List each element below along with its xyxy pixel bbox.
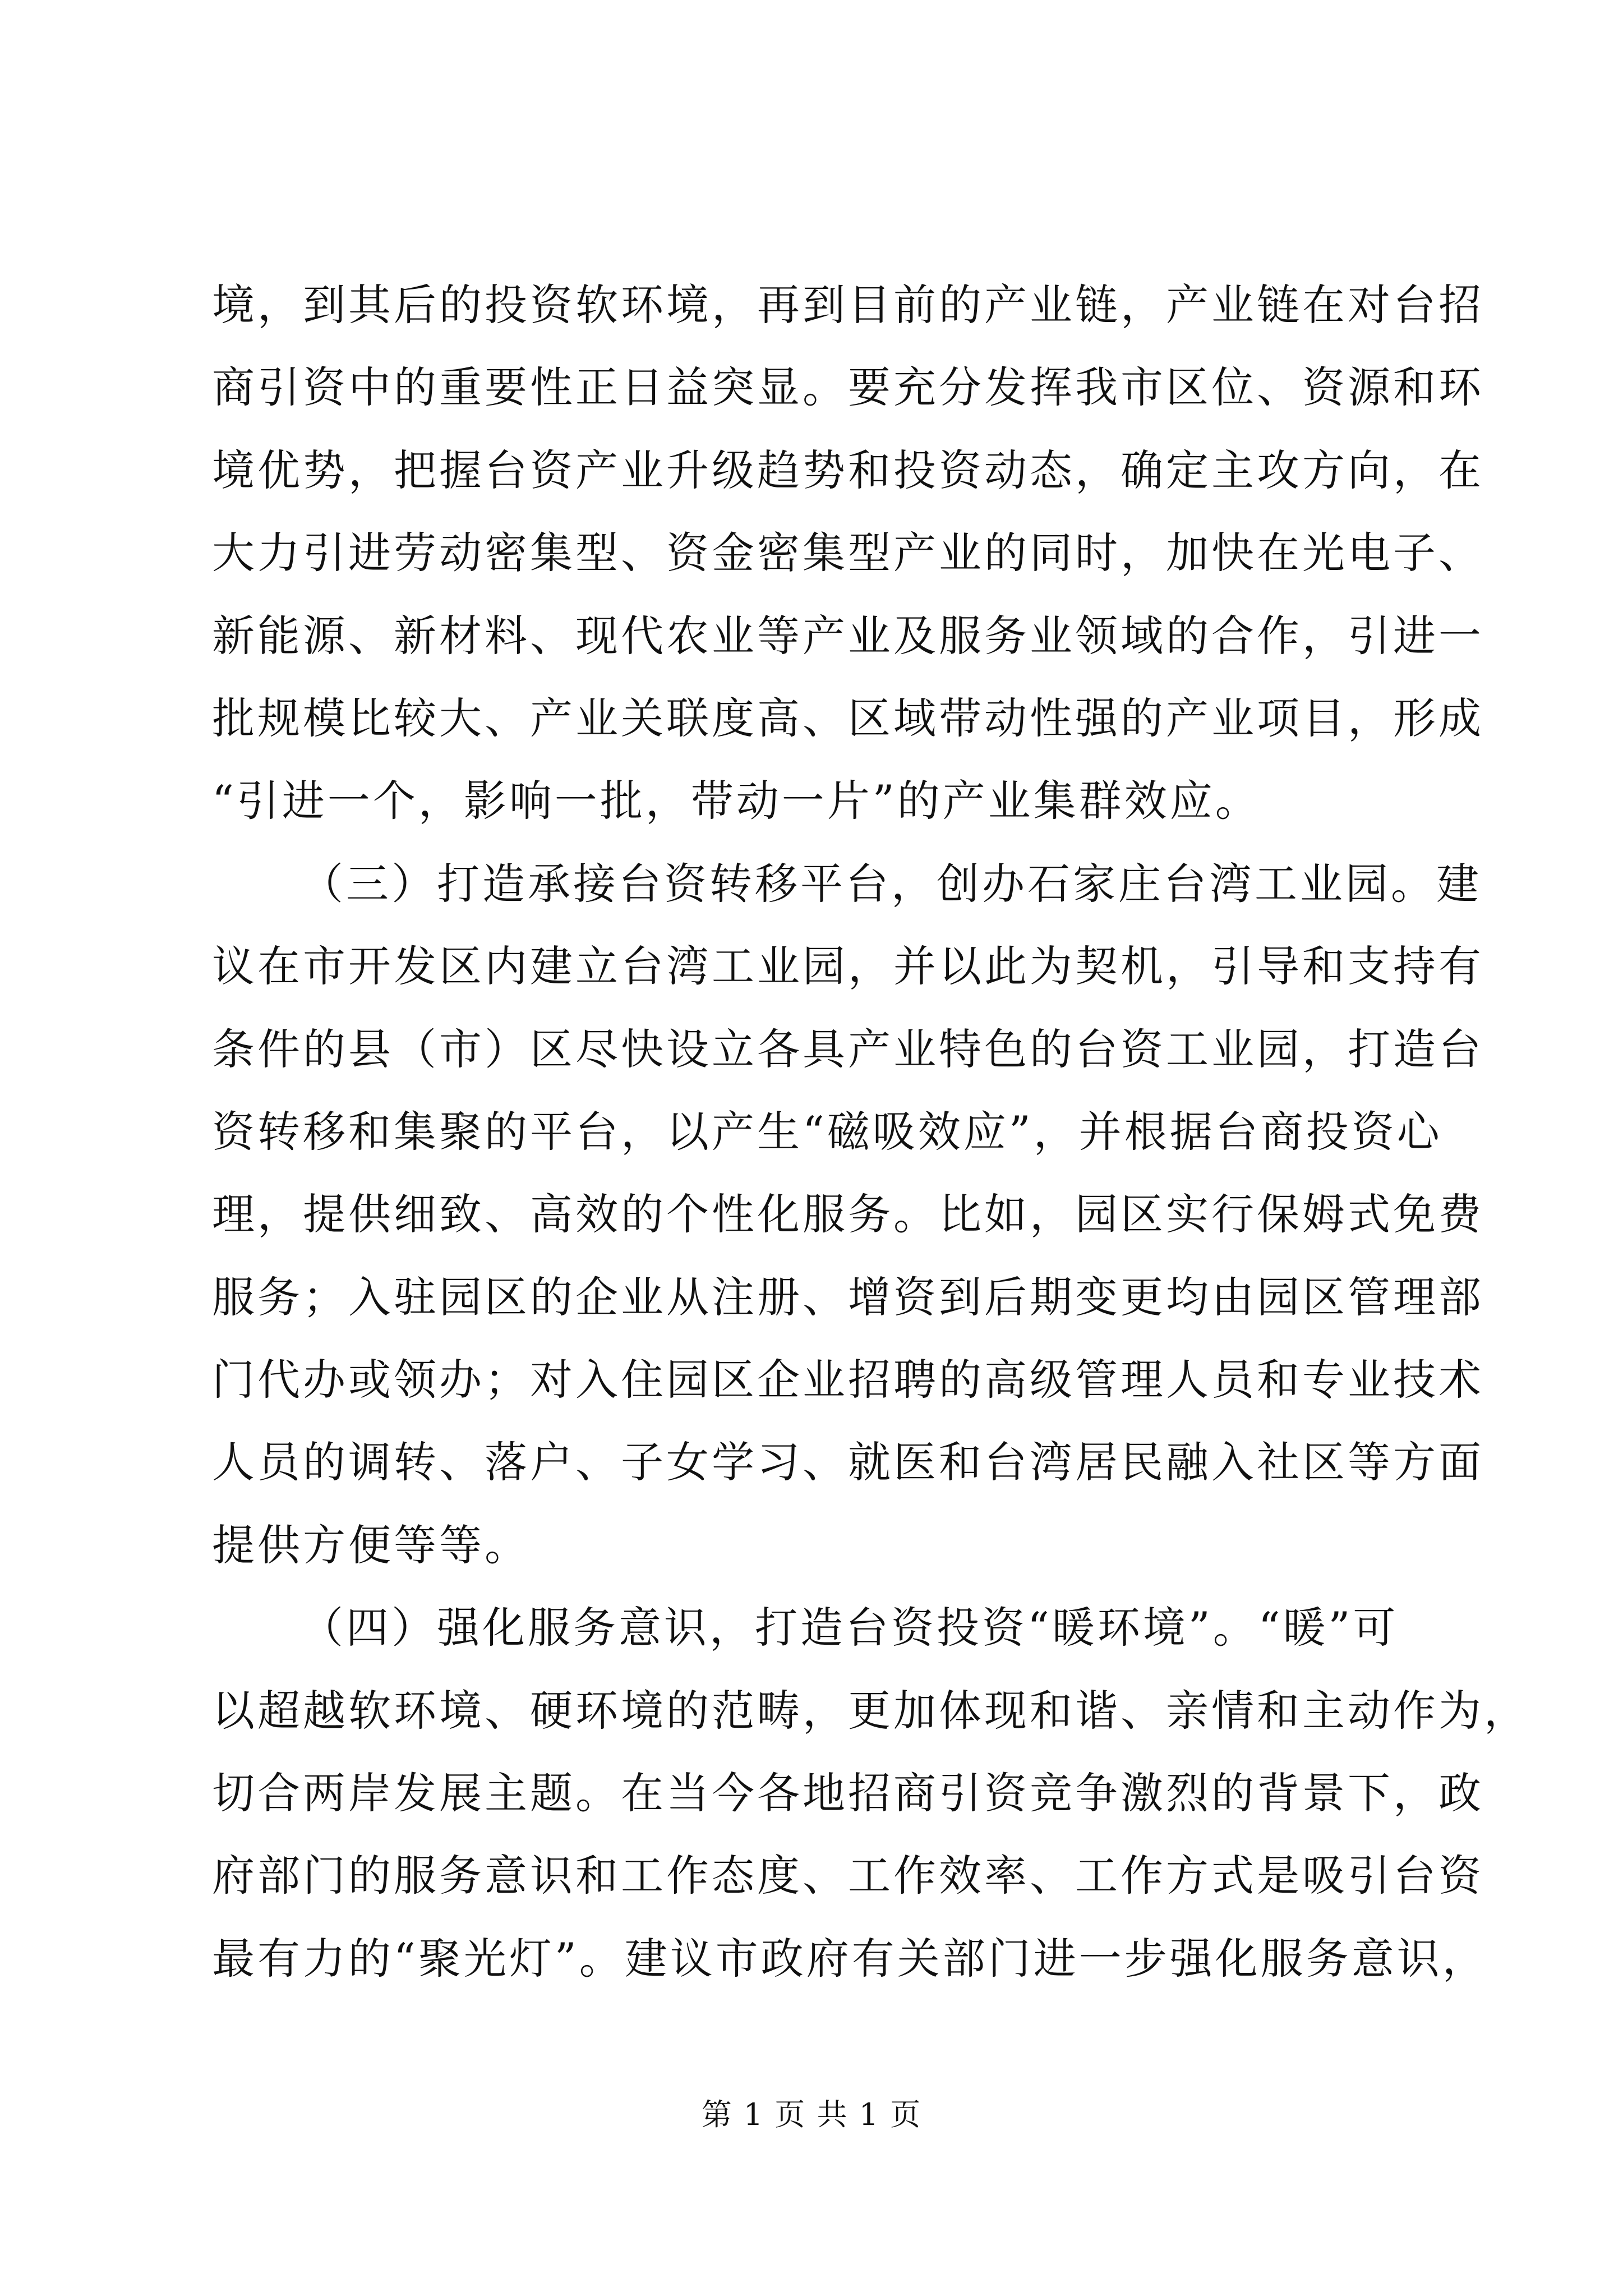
text-line: 大力引进劳动密集型、资金密集型产业的同时，加快在光电子、 xyxy=(212,528,1484,578)
text-line: 条件的县（市）区尽快设立各具产业特色的台资工业园，打造台 xyxy=(212,1024,1484,1074)
text-line: 批规模比较大、产业关联度高、区域带动性强的产业项目，形成 xyxy=(212,693,1484,743)
page-footer: 第 1 页 共 1 页 xyxy=(701,2097,922,2132)
text-line: 门代办或领办；对入住园区企业招聘的高级管理人员和专业技术 xyxy=(212,1355,1484,1405)
text-line: 服务；入驻园区的企业从注册、增资到后期变更均由园区管理部 xyxy=(212,1272,1484,1322)
text-line: （三）打造承接台资转移平台，创办石家庄台湾工业园。建 xyxy=(301,858,1482,909)
text-line: 人员的调转、落户、子女学习、就医和台湾居民融入社区等方面 xyxy=(212,1437,1484,1488)
body-text xyxy=(212,264,1529,2000)
text-line: （四）强化服务意识，打造台资投资“暖环境”。“暖”可 xyxy=(301,1603,1399,1653)
text-line: 新能源、新材料、现代农业等产业及服务业领域的合作，引进一 xyxy=(212,610,1484,661)
text-line: 最有力的“聚光灯”。建议市政府有关部门进一步强化服务意识， xyxy=(212,1933,1488,1984)
text-line: 商引资中的重要性正日益突显。要充分发挥我市区位、资源和环 xyxy=(212,362,1484,413)
text-line: 理，提供细致、高效的个性化服务。比如，园区实行保姆式免费 xyxy=(212,1189,1484,1240)
text-line: 府部门的服务意识和工作态度、工作效率、工作方式是吸引台资 xyxy=(212,1851,1484,1901)
text-line: 议在市开发区内建立台湾工业园，并以此为契机，引导和支持有 xyxy=(212,941,1484,992)
text-line: 资转移和集聚的平台，以产生“磁吸效应”，并根据台商投资心 xyxy=(212,1106,1442,1157)
text-line: 以超越软环境、硬环境的范畴，更加体现和谐、亲情和主动作为， xyxy=(212,1685,1529,1736)
text-line: 提供方便等等。 xyxy=(212,1520,530,1570)
text-line: 境优势，把握台资产业升级趋势和投资动态，确定主攻方向，在 xyxy=(212,445,1484,495)
text-line: 境，到其后的投资软环境，再到目前的产业链，产业链在对台招 xyxy=(212,280,1484,330)
text-line: 切合两岸发展主题。在当今各地招商引资竞争激烈的背景下，政 xyxy=(212,1768,1484,1819)
text-line: “引进一个，影响一批，带动一片”的产业集群效应。 xyxy=(212,776,1261,826)
